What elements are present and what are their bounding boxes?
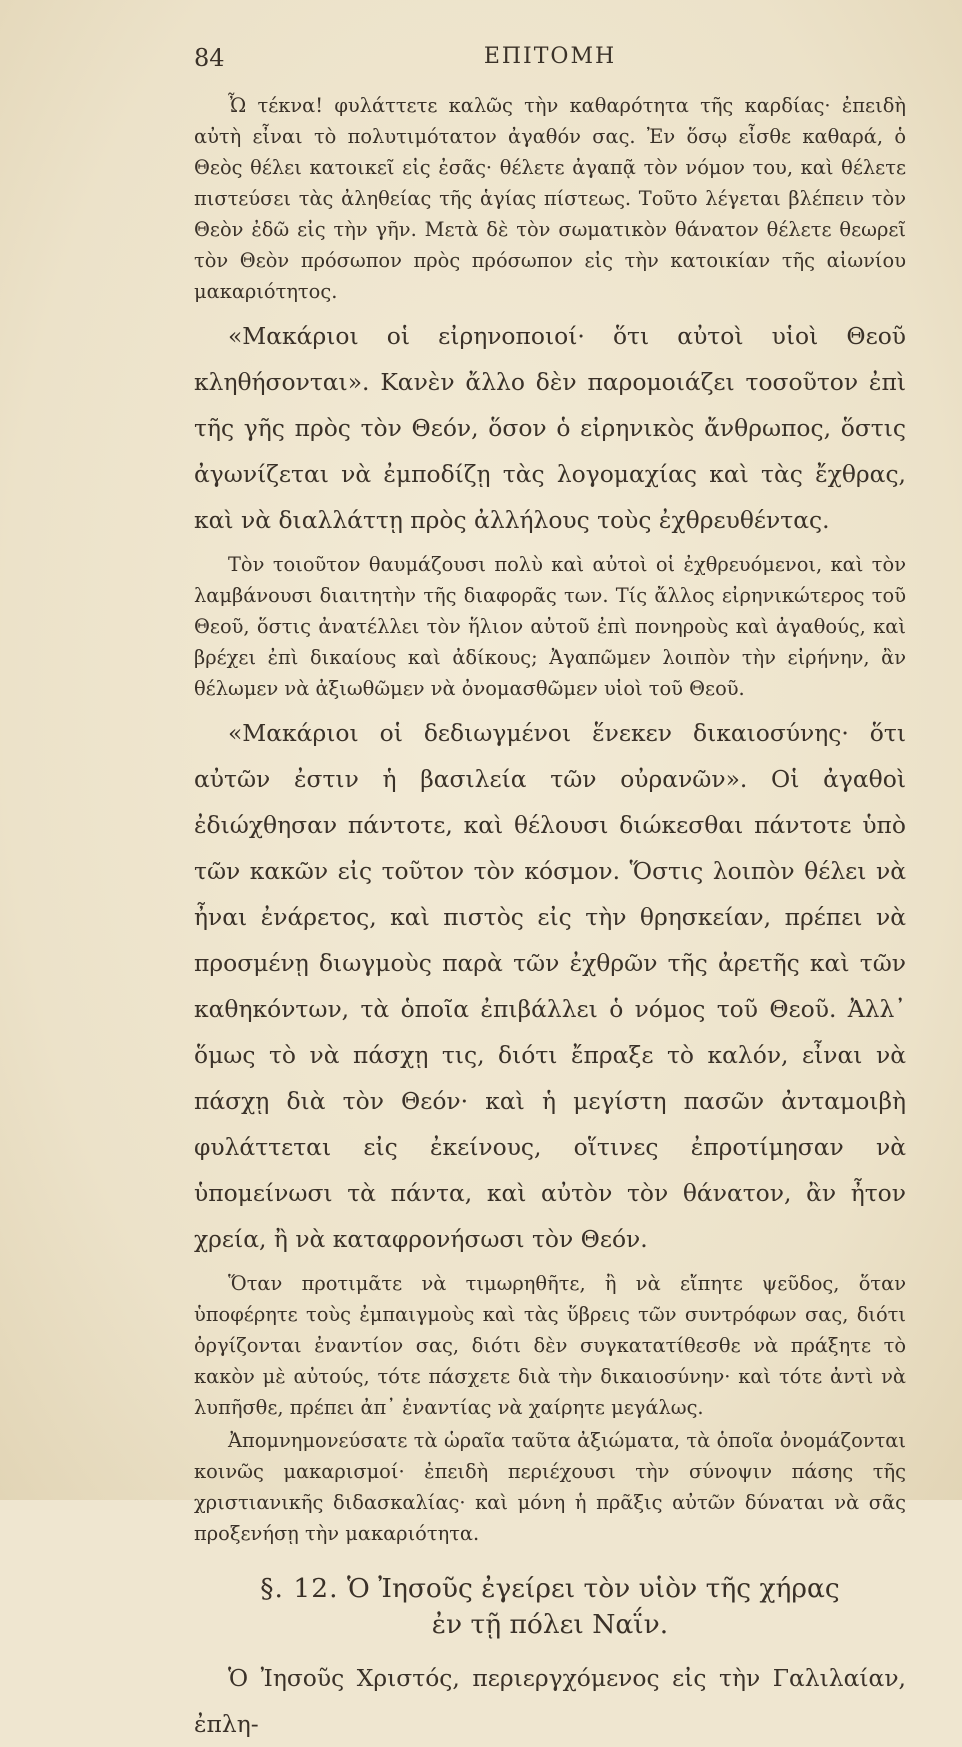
section-title: Ὁ Ἰησοῦς ἐγείρει τὸν υἱὸν τῆς χήρας [346, 1573, 840, 1604]
paragraph-peacemakers: «Μακάριοι οἱ εἰρηνοποιοί· ὅτι αὐτοὶ υἱοὶ Θεοῦ κληθήσονται». Κανὲν ἄλλο δὲν παρομοιάζει τοσοῦτον ἐπὶ τῆς γῆς πρὸς τὸν Θεόν, ὅσον ὁ εἰρηνικὸς ἄνθρωπος, ὅστις ἀγωνίζεται νὰ ἐμποδίζῃ τὰς λογομαχίας καὶ τὰς ἔχθρας, καὶ νὰ διαλλάττῃ πρὸς ἀλλήλους τοὺς ἐχθρευθέντας. [194, 322, 906, 534]
page-header [194, 44, 906, 84]
paragraph-beatitudes: Ἀπομνημονεύσατε τὰ ὡραῖα ταῦτα ἀξιώματα, τὰ ὁποῖα ὀνομάζονται κοινῶς μακαρισμοί· ἐπειδὴ περιέχουσι τὴν σύνοψιν πάσης τῆς χριστιανικῆς διδασκαλίας· καὶ μόνη ἡ πρᾶξις αὐτῶν δύναται νὰ σᾶς προξενήσῃ τὴν μακαριότητα. [194, 1429, 906, 1545]
page-body [194, 90, 906, 1747]
running-title: ΕΠΙΤΟΜΗ [483, 44, 617, 69]
paragraph-suffering: Ὅταν προτιμᾶτε νὰ τιμωρηθῆτε, ἢ νὰ εἴπητε ψεῦδος, ὅταν ὑποφέρητε τοὺς ἐμπαιγμοὺς καὶ τὰς ὕβρεις τῶν συντρόφων σας, διότι ὀργίζονται ἐναντίον σας, διότι δὲν συγκατατίθεσθε νὰ πράξητε τὸ κακὸν μὲ αὐτούς, τότε πάσχετε διὰ τὴν δικαιοσύνην· καὶ τότε ἀντὶ νὰ λυπῆσθε, πρέπει ἀπ᾽ ἐναντίας νὰ χαίρητε μεγάλως. [194, 1272, 906, 1419]
section-heading-line-1 [194, 1571, 906, 1607]
paragraph-nain-start: Ὁ Ἰησοῦς Χριστός, περιεργχόμενος εἰς τὴν Γαλιλαίαν, ἐπλη- [194, 1664, 906, 1738]
paragraph-persecuted: «Μακάριοι οἱ δεδιωγμένοι ἕνεκεν δικαιοσύνης· ὅτι αὐτῶν ἐστιν ἡ βασιλεία τῶν οὐρανῶν». Οἱ ἀγαθοὶ ἐδιώχθησαν πάντοτε, καὶ θέλουσι διώκεσθαι πάντοτε ὑπὸ τῶν κακῶν εἰς τοῦτον τὸν κόσμον. Ὅστις λοιπὸν θέλει νὰ ἦναι ἐνάρετος, καὶ πιστὸς εἰς τὴν θρησκείαν, πρέπει νὰ προσμένῃ διωγμοὺς παρὰ τῶν ἐχθρῶν τῆς ἀρετῆς καὶ τῶν καθηκόντων, τὰ ὁποῖα ἐπιβάλλει ὁ νόμος τοῦ Θεοῦ. Ἀλλ᾽ ὅμως τὸ νὰ πάσχῃ τις, διότι ἔπραξε τὸ καλόν, εἶναι νὰ πάσχῃ διὰ τὸν Θεόν· καὶ ἡ μεγίστη πασῶν ἀνταμοιβὴ φυλάττεται εἰς ἐκείνους, οἵτινες ἐπροτίμησαν νὰ ὑπομείνωσι τὰ πάντα, καὶ αὐτὸν τὸν θάνατον, ἂν ἦτον χρεία, ἢ νὰ καταφρονήσωσι τὸν Θεόν. [194, 719, 906, 1253]
section-heading [194, 1571, 906, 1643]
section-heading-line-2: ἐν τῇ πόλει Ναΐν. [431, 1609, 669, 1640]
paragraph-purity: Ὦ τέκνα! φυλάττετε καλῶς τὴν καθαρότητα τῆς καρδίας· ἐπειδὴ αὐτὴ εἶναι τὸ πολυτιμότατον ἀγαθόν σας. Ἐν ὅσῳ εἶσθε καθαρά, ὁ Θεὸς θέλει κατοικεῖ εἰς ἐσᾶς· θέλετε ἀγαπᾷ τὸν νόμον του, καὶ θέλετε πιστεύσει τὰς ἀληθείας τῆς ἁγίας πίστεως. Τοῦτο λέγεται βλέπειν τὸν Θεὸν ἐδῶ εἰς τὴν γῆν. Μετὰ δὲ τὸν σωματικὸν θάνατον θέλετε θεωρεῖ τὸν Θεὸν πρόσωπον πρὸς πρόσωπον εἰς τὴν κατοικίαν τῆς αἰωνίου μακαριότητος. [194, 94, 906, 303]
paragraph-peace-commentary: Τὸν τοιοῦτον θαυμάζουσι πολὺ καὶ αὐτοὶ οἱ ἐχθρευόμενοι, καὶ τὸν λαμβάνουσι διαιτητὴν τῆς διαφορᾶς των. Τίς ἄλλος εἰρηνικώτερος τοῦ Θεοῦ, ὅστις ἀνατέλλει τὸν ἥλιον αὐτοῦ ἐπὶ πονηροὺς καὶ ἀγαθούς, καὶ βρέχει ἐπὶ δικαίους καὶ ἀδίκους; Ἀγαπῶμεν λοιπὸν τὴν εἰρήνην, ἂν θέλωμεν νὰ ἀξιωθῶμεν νὰ ὀνομασθῶμεν υἱοὶ τοῦ Θεοῦ. [194, 553, 906, 700]
section-number: §. 12. [260, 1573, 339, 1604]
page-number: 84 [194, 44, 225, 72]
